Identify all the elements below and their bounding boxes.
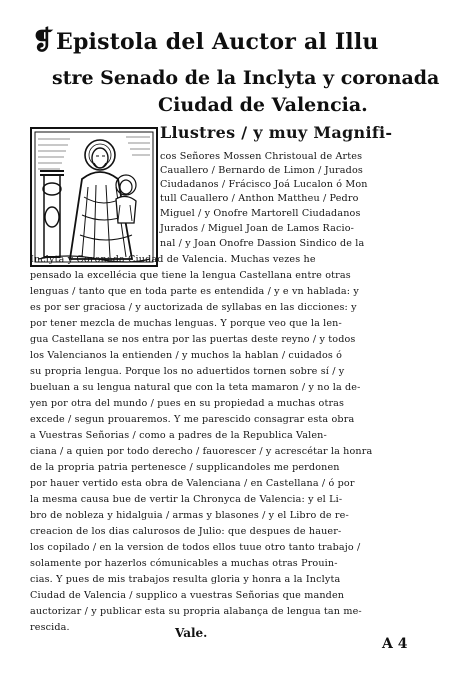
body-line: nal / y Joan Onofre Dassion Sindico de la: [160, 238, 365, 249]
body-line: a Vuestras Señorias / como a padres de la Republica Valen-: [30, 430, 327, 441]
body-line: la mesma causa bue de vertir la Chronyca de Valencia: y el Li-: [30, 494, 343, 505]
body-line: Inclyta y Coronada Ciudad de Valencia. Muchas vezes he: [30, 254, 316, 265]
body-line: solamente por hazerlos cómunicables a muchas otras Prouin-: [30, 558, 338, 569]
body-line: Cauallero / Bernardo de Limon / Jurados: [160, 165, 363, 176]
body-line: por tener mezcla de muchas lenguas. Y porque veo que la len-: [30, 318, 342, 329]
body-line: Ciudad de Valencia / supplico a vuestras Señorias que manden: [30, 590, 345, 601]
body-line: Llustres / y muy Magnifi-: [160, 123, 393, 142]
paragraph-mark: ❡: [32, 26, 54, 56]
heading-line-3: Ciudad de Valencia.: [158, 94, 368, 116]
body-line: los Valencianos la entienden / y muchos la hablan / cuidados ó: [30, 350, 343, 361]
body-line: pensado la excellécia que tiene la lengua Castellana entre otras: [30, 270, 351, 281]
body-line: bro de nobleza y hidalguia / armas y blasones / y el Libro de re-: [30, 510, 349, 521]
body-line: ciana / a quien por todo derecho / fauorescer / y acrescétar la honra: [30, 446, 373, 457]
body-line: Miguel / y Onofre Martorell Ciudadanos: [160, 208, 361, 219]
body-line: por hauer vertido esta obra de Valenciana / en Castellana / ó por: [30, 478, 355, 489]
body-line: Ciudadanos / Frácisco Joá Lucalon ó Mon: [160, 179, 368, 190]
closing-vale: Vale.: [175, 626, 208, 640]
body-line: excede / segun prouaremos. Y me parescido consagrar esta obra: [30, 414, 355, 425]
body-line: cias. Y pues de mis trabajos resulta gloria y honra a la Inclyta: [30, 574, 341, 585]
body-line: tull Cauallero / Anthon Mattheu / Pedro: [160, 193, 359, 204]
body-line: bueluan a su lengua natural que con la teta mamaron / y no la de-: [30, 382, 361, 393]
body-line: cos Señores Mossen Christoual de Artes: [160, 151, 363, 162]
body-line: Jurados / Miguel Joan de Lamos Racio-: [160, 223, 355, 234]
body-line: rescida.: [30, 622, 70, 633]
heading-line-1: ❡Epistola del Auctor al Illu: [32, 26, 379, 56]
signature-mark: A 4: [382, 636, 408, 652]
body-line: es por ser graciosa / y auctorizada de syllabas en las dicciones: y: [30, 302, 357, 313]
body-line: gua Castellana se nos entra por las puertas deste reyno / y todos: [30, 334, 356, 345]
body-line: de la propria patria pertenesce / supplicandoles me perdonen: [30, 462, 340, 473]
body-line: su propria lengua. Porque los no aduertidos tornen sobre sí / y: [30, 366, 345, 377]
body-line: yen por otra del mundo / pues en su propiedad a muchas otras: [30, 398, 345, 409]
woodcut-initial-image: [30, 127, 158, 267]
heading-line-2: stre Senado de la Inclyta y coronada: [52, 67, 440, 89]
body-line: creacion de los dias calurosos de Julio: que despues de hauer-: [30, 526, 342, 537]
body-line: auctorizar / y publicar esta su propria alabança de lengua tan me-: [30, 606, 362, 617]
body-line: los copilado / en la version de todos ellos tuue otro tanto trabajo /: [30, 542, 361, 553]
body-line: lenguas / tanto que en toda parte es entendida / y e vn hablada: y: [30, 286, 359, 297]
